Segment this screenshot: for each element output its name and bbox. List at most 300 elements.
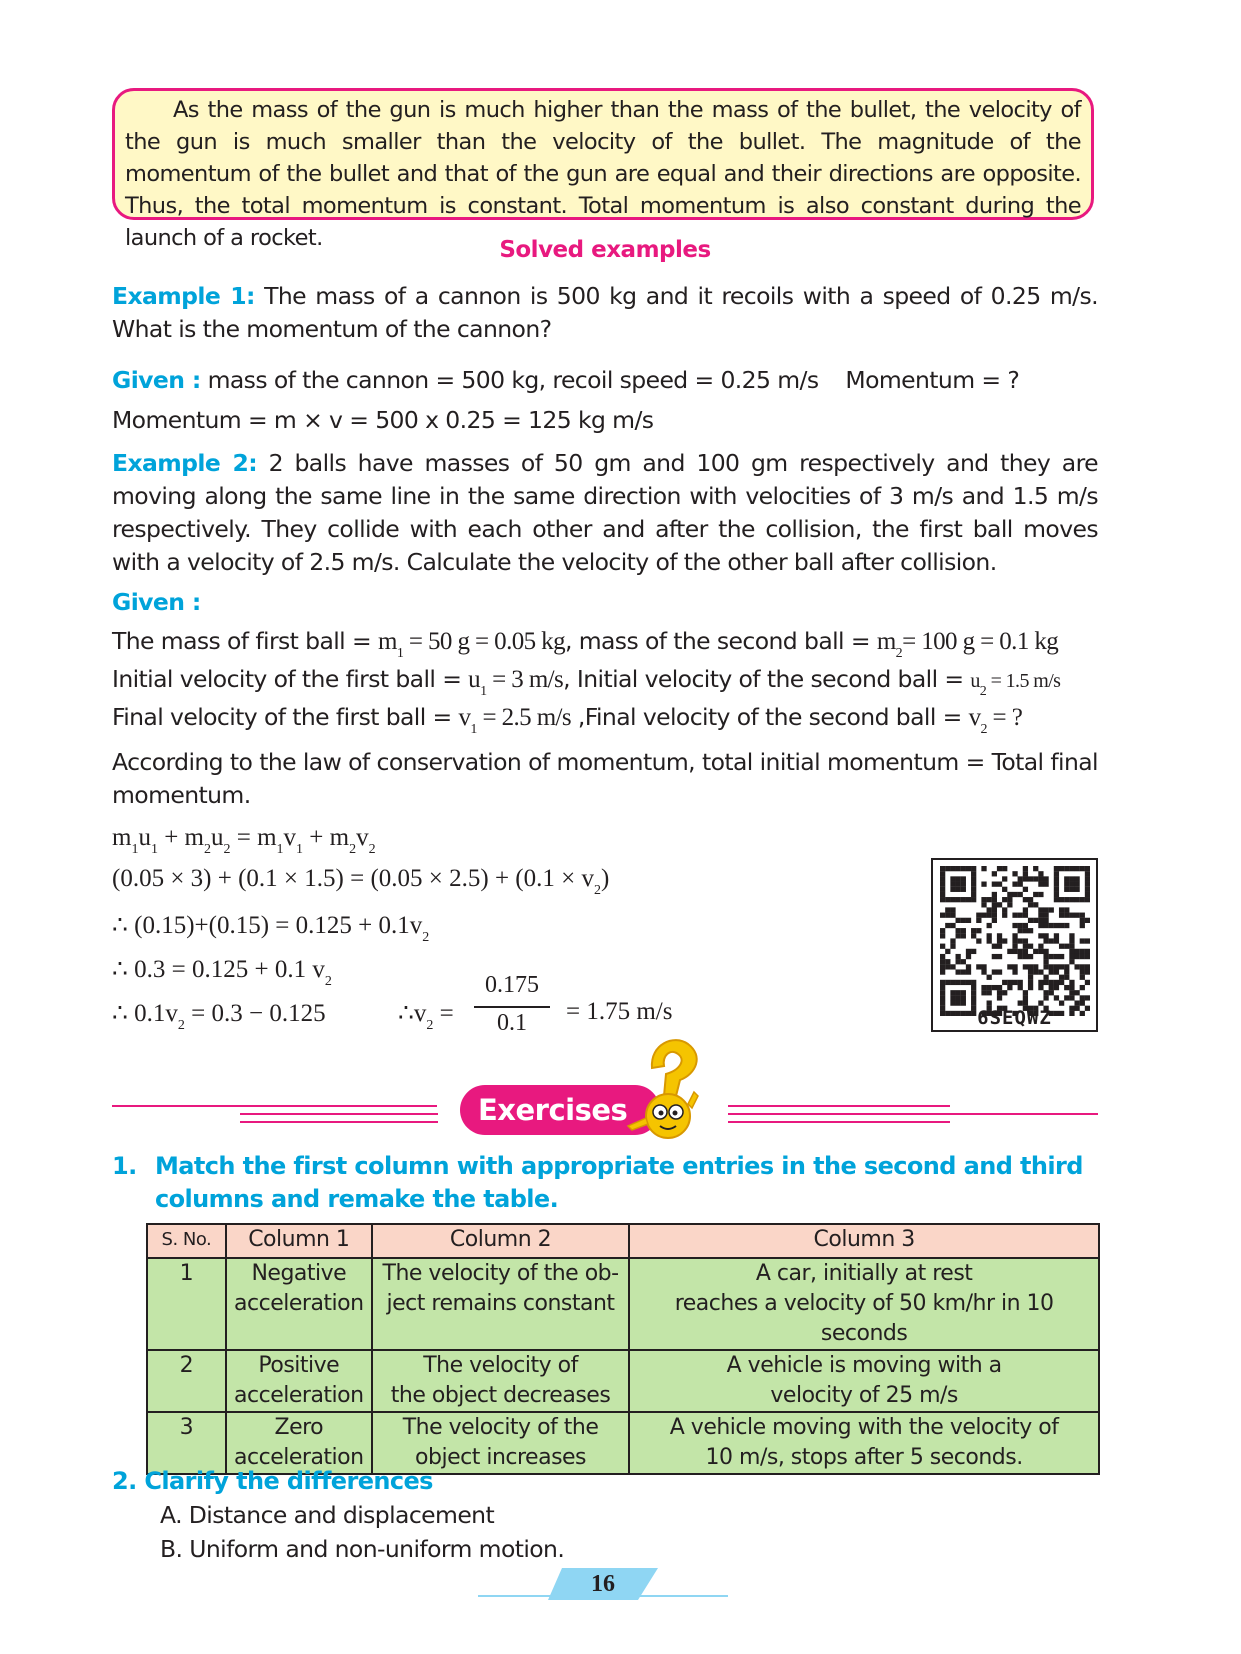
given-line-1d: = 100 g = 0.1 kg (902, 628, 1059, 655)
qr-module (961, 897, 966, 902)
qr-module (1028, 918, 1033, 923)
qr-module (1023, 938, 1028, 943)
qr-module (940, 876, 945, 881)
qr-module (940, 882, 945, 887)
qr-module (997, 933, 1002, 938)
qr-module (971, 995, 976, 1000)
qr-module (1059, 944, 1064, 949)
qr-module (976, 918, 981, 923)
qr-module (971, 892, 976, 897)
qr-module (1085, 871, 1090, 876)
qr-module (992, 944, 997, 949)
banner-rule-right-3 (728, 1121, 950, 1123)
qr-module (1028, 954, 1033, 959)
qr-module (961, 933, 966, 938)
question-2-item-a: A. Distance and displacement (160, 1501, 495, 1529)
qr-module (1064, 995, 1069, 1000)
qr-module (987, 933, 992, 938)
qr-module (1033, 918, 1038, 923)
qr-module (1069, 995, 1074, 1000)
cell-column-1 (226, 1350, 372, 1412)
qr-module (966, 969, 971, 974)
example-1-given-label: Given : (112, 366, 201, 394)
cell-line: acceleration (234, 1291, 364, 1316)
qr-module (1012, 882, 1017, 887)
qr-module (950, 907, 955, 912)
qr-module (1059, 897, 1064, 902)
banner-rule-left (112, 1105, 437, 1107)
qr-module (1080, 1000, 1085, 1005)
qr-module (961, 866, 966, 871)
qr-module (956, 954, 961, 959)
qr-module (992, 913, 997, 918)
qr-module (1085, 969, 1090, 974)
qr-module (1049, 969, 1054, 974)
qr-module (1059, 975, 1064, 980)
qr-module (1023, 949, 1028, 954)
qr-module (1069, 938, 1074, 943)
qr-module (961, 959, 966, 964)
qr-module (1054, 887, 1059, 892)
symbol-v2: $v_2$ (968, 704, 987, 737)
qr-module (1033, 969, 1038, 974)
qr-module (1043, 975, 1048, 980)
qr-module (940, 887, 945, 892)
qr-module (1038, 949, 1043, 954)
qr-module (1018, 949, 1023, 954)
cell-sno: 1 (147, 1258, 226, 1350)
qr-module (997, 938, 1002, 943)
qr-module (992, 954, 997, 959)
qr-module (1033, 876, 1038, 881)
qr-module (956, 990, 961, 995)
qr-module (1074, 866, 1079, 871)
header-column-2: Column 2 (372, 1224, 629, 1258)
qr-module (956, 887, 961, 892)
qr-module (976, 964, 981, 969)
qr-module (1018, 980, 1023, 985)
qr-module (1012, 938, 1017, 943)
qr-module (961, 918, 966, 923)
qr-module (976, 938, 981, 943)
given-line-2c: , Initial velocity of the second ball = (563, 665, 971, 693)
qr-module (1012, 913, 1017, 918)
qr-module (1080, 918, 1085, 923)
exercises-title: Exercises (460, 1085, 660, 1135)
qr-module (1023, 954, 1028, 959)
qr-module (1023, 887, 1028, 892)
qr-module (997, 882, 1002, 887)
qr-module (1018, 938, 1023, 943)
qr-module (971, 949, 976, 954)
qr-module (945, 949, 950, 954)
qr-module (1085, 980, 1090, 985)
fraction-denominator: 0.1 (497, 1010, 527, 1036)
qr-module (1002, 907, 1007, 912)
qr-module (1064, 897, 1069, 902)
qr-module (1054, 892, 1059, 897)
qr-module (956, 876, 961, 881)
qr-module (1018, 1000, 1023, 1005)
qr-module (1069, 954, 1074, 959)
qr-module (961, 882, 966, 887)
qr-module (1023, 897, 1028, 902)
qr-module (1023, 990, 1028, 995)
cell-line: A vehicle is moving with a (726, 1353, 1002, 1378)
qr-module (987, 1000, 992, 1005)
qr-module (1054, 882, 1059, 887)
qr-module (1007, 964, 1012, 969)
qr-module (1069, 990, 1074, 995)
qr-module (1049, 980, 1054, 985)
qr-module (940, 1000, 945, 1005)
qr-module (1038, 871, 1043, 876)
qr-module (987, 913, 992, 918)
example-2 (112, 447, 1098, 579)
qr-module (1018, 913, 1023, 918)
qr-module (1059, 923, 1064, 928)
symbol-u2: $u_2$ (970, 670, 987, 699)
qr-module (1059, 964, 1064, 969)
cell-sno: 2 (147, 1350, 226, 1412)
qr-module (1007, 902, 1012, 907)
qr-module (1069, 944, 1074, 949)
cell-sno: 3 (147, 1412, 226, 1474)
qr-module (1018, 928, 1023, 933)
qr-module (1038, 892, 1043, 897)
qr-module (945, 980, 950, 985)
qr-module (997, 969, 1002, 974)
qr-module (1043, 949, 1048, 954)
example-2-given-label: Given : (112, 588, 201, 616)
equation-1: $m_1u_1 + m_2u_2 = m_1v_1 + m_2v_2$ (112, 824, 376, 857)
qr-module (956, 928, 961, 933)
qr-module (1007, 980, 1012, 985)
qr-module (971, 866, 976, 871)
qr-module (1059, 954, 1064, 959)
qr-module (961, 887, 966, 892)
qr-module (1049, 938, 1054, 943)
qr-module (1085, 897, 1090, 902)
qr-module (1028, 985, 1033, 990)
qr-module (1018, 876, 1023, 881)
given-line-initial-velocities (112, 663, 1060, 698)
qr-module (1038, 944, 1043, 949)
question-2-title: 2. Clarify the differences (112, 1467, 433, 1495)
qr-module (1018, 882, 1023, 887)
cell-line: Positive (258, 1353, 340, 1378)
qr-module (1085, 918, 1090, 923)
qr-module (1085, 892, 1090, 897)
cell-column-2 (372, 1350, 629, 1412)
cell-line: The velocity of the (402, 1415, 599, 1440)
qr-module (1074, 882, 1079, 887)
page-number: 16 (591, 1571, 615, 1597)
cell-line: object increases (415, 1445, 587, 1470)
qr-module (940, 980, 945, 985)
qr-module (1043, 913, 1048, 918)
qr-module (961, 969, 966, 974)
table-row (147, 1350, 1099, 1412)
qr-module (1018, 892, 1023, 897)
equation-5-solve: $\therefore v_2$ = (398, 1000, 454, 1033)
qr-module (1080, 995, 1085, 1000)
qr-module (1012, 964, 1017, 969)
qr-module (987, 990, 992, 995)
qr-module (1018, 923, 1023, 928)
qr-module (1038, 918, 1043, 923)
qr-code-label: 6SEQWZ (977, 1007, 1052, 1029)
qr-module (1012, 944, 1017, 949)
qr-module (1043, 980, 1048, 985)
question-1-number: 1. (112, 1152, 137, 1180)
qr-module (1038, 969, 1043, 974)
cell-column-3 (629, 1350, 1099, 1412)
qr-module (1069, 887, 1074, 892)
equation-5c: ∴v (398, 1000, 427, 1027)
qr-module (950, 897, 955, 902)
given-line-1a: The mass of first ball = (112, 627, 378, 655)
qr-module (1080, 969, 1085, 974)
qr-module (971, 887, 976, 892)
qr-module (940, 913, 945, 918)
qr-module (1038, 980, 1043, 985)
qr-module (971, 990, 976, 995)
qr-module (1038, 985, 1043, 990)
qr-module (971, 933, 976, 938)
qr-module (1033, 902, 1038, 907)
qr-module (961, 876, 966, 881)
symbol-m2: $m_2$ (876, 628, 903, 661)
qr-module (1043, 907, 1048, 912)
qr-module (1054, 964, 1059, 969)
qr-module (997, 985, 1002, 990)
qr-module (1038, 882, 1043, 887)
equation-5d: = (433, 1000, 454, 1027)
example-1-given (112, 364, 1098, 397)
banner-rule-left-3 (240, 1121, 438, 1123)
qr-module (1054, 871, 1059, 876)
fraction-numerator: 0.175 (485, 972, 539, 998)
qr-module (1064, 913, 1069, 918)
qr-module (1074, 913, 1079, 918)
qr-module (981, 969, 986, 974)
qr-module (1080, 866, 1085, 871)
qr-module (1049, 985, 1054, 990)
qr-module (1080, 964, 1085, 969)
qr-module (1023, 964, 1028, 969)
qr-module (1007, 892, 1012, 897)
symbol-v1: $v_1$ (458, 704, 477, 737)
qr-module (1023, 1000, 1028, 1005)
qr-module (940, 995, 945, 1000)
question-1-text: Match the first column with appropriate entries in the second and third columns and remake the table. (155, 1152, 1083, 1213)
qr-module (1085, 876, 1090, 881)
qr-module (981, 985, 986, 990)
qr-module (1054, 969, 1059, 974)
qr-module (940, 944, 945, 949)
qr-module (1023, 871, 1028, 876)
qr-module (1049, 923, 1054, 928)
qr-module (1069, 985, 1074, 990)
qr-module (1023, 928, 1028, 933)
qr-module (1064, 876, 1069, 881)
qr-module (1002, 938, 1007, 943)
qr-module (1007, 897, 1012, 902)
qr-module (940, 969, 945, 974)
qr-module (987, 975, 992, 980)
qr-module (1054, 866, 1059, 871)
equation-5b: = 0.3 − 0.125 (184, 1000, 326, 1027)
qr-module (950, 876, 955, 881)
qr-module (940, 866, 945, 871)
qr-module (945, 897, 950, 902)
qr-module (1080, 975, 1085, 980)
qr-module (992, 871, 997, 876)
qr-module (1064, 882, 1069, 887)
qr-module (1085, 866, 1090, 871)
qr-module (1038, 907, 1043, 912)
qr-module (956, 1000, 961, 1005)
qr-module (1054, 876, 1059, 881)
qr-module (966, 964, 971, 969)
qr-module (1023, 866, 1028, 871)
qr-module (1064, 907, 1069, 912)
qr-module (1085, 995, 1090, 1000)
qr-module (1080, 897, 1085, 902)
qr-module (956, 995, 961, 1000)
qr-module (966, 954, 971, 959)
qr-module (1080, 949, 1085, 954)
qr-module (1043, 933, 1048, 938)
qr-module (1064, 944, 1069, 949)
qr-module (950, 887, 955, 892)
qr-module (945, 913, 950, 918)
equation-2: $(0.05 \times 3) + (0.1 \times 1.5) = (0.05 \times 2.5) + (0.1 \times v_2)$ (112, 865, 610, 898)
qr-module (987, 938, 992, 943)
qr-module (1059, 980, 1064, 985)
qr-module (1038, 933, 1043, 938)
cell-line: The velocity of the ob- (382, 1261, 619, 1286)
qr-module (940, 897, 945, 902)
qr-module (940, 933, 945, 938)
equation-3-text: ∴ (0.15)+(0.15) = 0.125 + 0.1v (112, 912, 423, 939)
qr-code-frame (931, 858, 1098, 1032)
qr-module (950, 964, 955, 969)
qr-module (1012, 933, 1017, 938)
qr-module (1043, 918, 1048, 923)
qr-module (966, 866, 971, 871)
qr-module (1049, 964, 1054, 969)
qr-module (950, 882, 955, 887)
qr-module (976, 913, 981, 918)
qr-module (940, 964, 945, 969)
qr-module (1085, 949, 1090, 954)
qr-module (1038, 913, 1043, 918)
qr-module (940, 871, 945, 876)
qr-module (1074, 964, 1079, 969)
qr-module (945, 866, 950, 871)
qr-module (992, 918, 997, 923)
qr-module (987, 923, 992, 928)
qr-module (992, 897, 997, 902)
qr-module (1033, 964, 1038, 969)
qr-module (950, 923, 955, 928)
symbol-m1: $m_1$ (377, 628, 404, 661)
qr-module (971, 1000, 976, 1005)
qr-module (1064, 985, 1069, 990)
qr-module (956, 969, 961, 974)
qr-module (992, 985, 997, 990)
qr-module (1018, 954, 1023, 959)
given-line-1b: = 50 g = 0.05 kg (403, 628, 565, 655)
qr-module (1018, 985, 1023, 990)
cell-line: Negative (251, 1261, 347, 1286)
qr-module (981, 882, 986, 887)
qr-module (1059, 866, 1064, 871)
qr-module (1038, 876, 1043, 881)
qr-module (1054, 985, 1059, 990)
given-line-masses (112, 625, 1059, 661)
qr-module (1023, 923, 1028, 928)
qr-module (1002, 876, 1007, 881)
cell-line: velocity of 25 m/s (770, 1383, 958, 1408)
qr-module (1074, 897, 1079, 902)
qr-module (1080, 913, 1085, 918)
qr-module (956, 882, 961, 887)
qr-module (1074, 990, 1079, 995)
qr-module (1069, 949, 1074, 954)
qr-module (1064, 866, 1069, 871)
qr-module (1033, 892, 1038, 897)
qr-module (1007, 949, 1012, 954)
cell-column-1 (226, 1258, 372, 1350)
qr-module (966, 949, 971, 954)
qr-module (1033, 949, 1038, 954)
qr-module (956, 980, 961, 985)
given-line-2a: Initial velocity of the first ball = (112, 665, 469, 693)
qr-module (956, 866, 961, 871)
qr-module (997, 954, 1002, 959)
example-1-given-text: mass of the cannon = 500 kg, recoil speed = 0.25 m/s (207, 366, 819, 394)
example-1-text: The mass of a cannon is 500 kg and it recoils with a speed of 0.25 m/s. What is the momentum of the cannon? (112, 282, 1098, 343)
qr-module (961, 995, 966, 1000)
equation-5-left: ∴ $0.1v_2 = 0.3 - 0.125$ (112, 1000, 326, 1033)
qr-module (950, 944, 955, 949)
equation-4-text: ∴ 0.3 = 0.125 + 0.1 v (112, 956, 325, 983)
qr-module (1064, 969, 1069, 974)
table-header-row (147, 1224, 1099, 1258)
qr-module (1002, 980, 1007, 985)
qr-module (1069, 980, 1074, 985)
qr-module (1043, 964, 1048, 969)
symbol-u1: $u_1$ (468, 666, 487, 699)
qr-module (992, 882, 997, 887)
given-line-3b: = 2.5 m/s (476, 704, 572, 731)
qr-module (1012, 923, 1017, 928)
qr-module (956, 897, 961, 902)
qr-module (950, 990, 955, 995)
qr-module (1002, 990, 1007, 995)
qr-code-icon[interactable] (940, 866, 1090, 1016)
qr-module (1043, 876, 1048, 881)
qr-module (950, 980, 955, 985)
qr-module (1064, 887, 1069, 892)
qr-module (940, 990, 945, 995)
header-column-1: Column 1 (226, 1224, 372, 1258)
qr-module (1002, 897, 1007, 902)
qr-module (971, 871, 976, 876)
